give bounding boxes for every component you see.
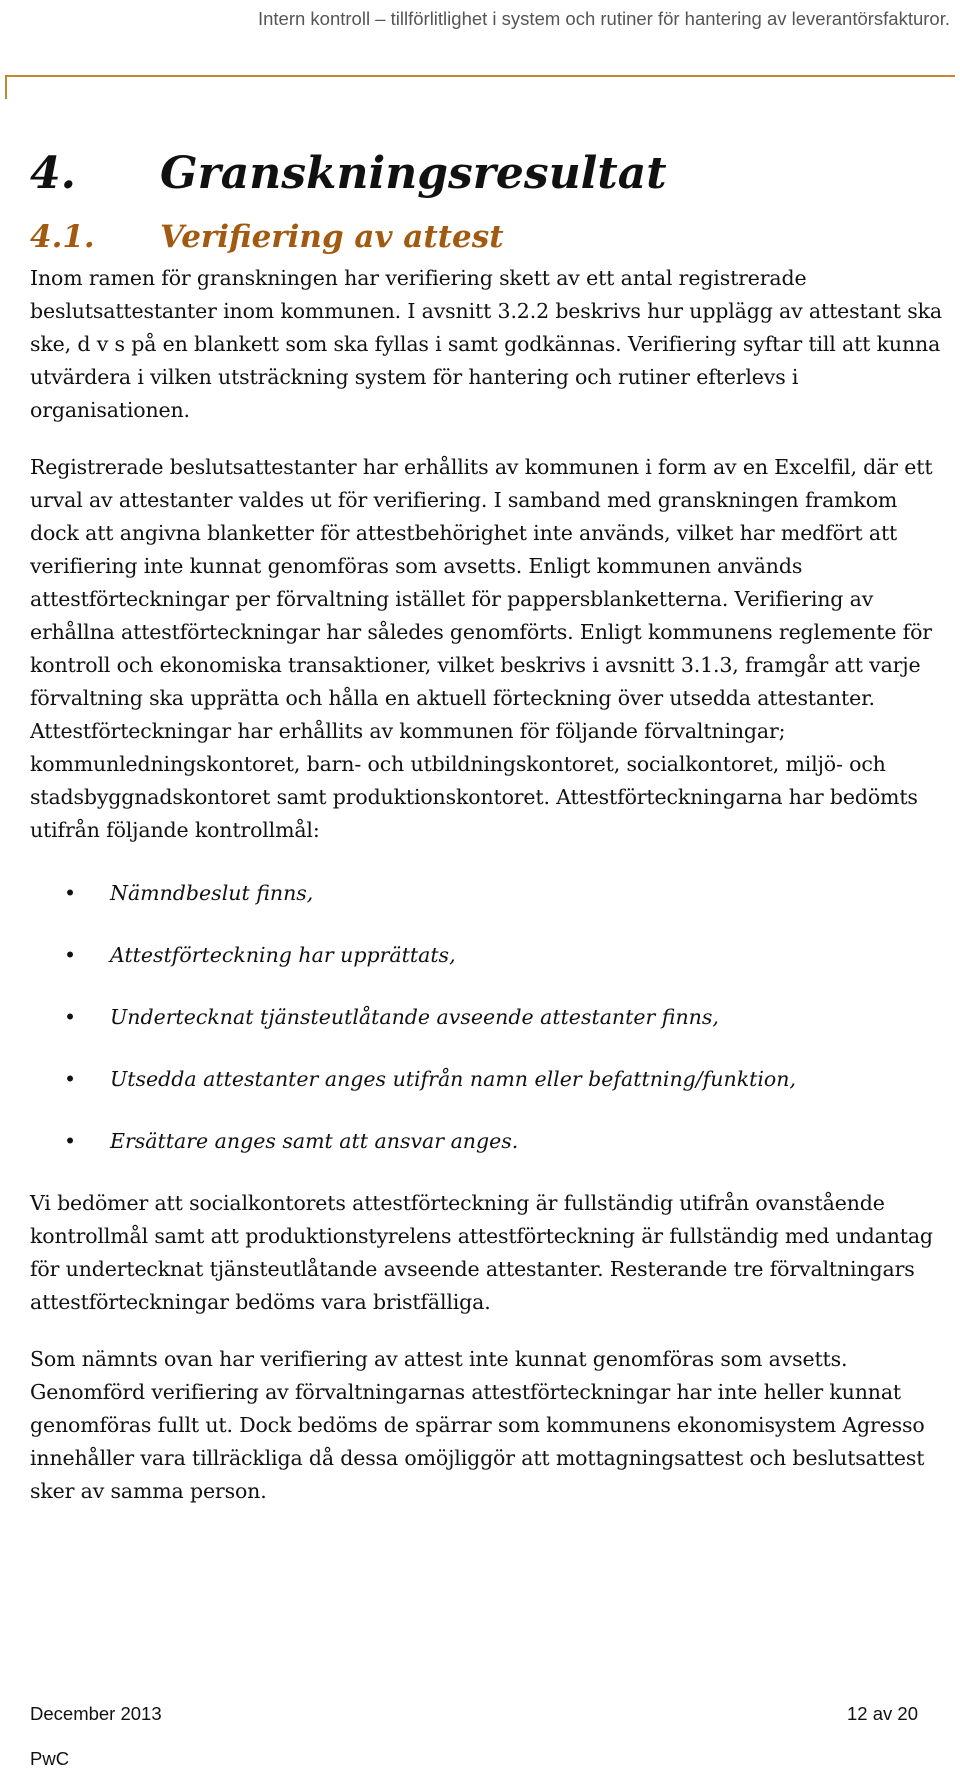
footer-page-number: 12 av 20 (847, 1703, 918, 1724)
control-objectives-list (30, 877, 945, 1158)
paragraph-assessment: Vi bedömer att socialkontorets attestförteckning är fullständig utifrån ovanstående kontrollmål samt att produktionstyrelens attestförteckning är fullständig med undantag för undertecknat tjänsteutlåtande avseende attestanter. Resterande tre förvaltningars attestförteckningar bedöms vara bristfälliga. (30, 1190, 933, 1314)
bullet-icon: • (64, 1004, 77, 1029)
bullet-icon: • (64, 880, 77, 905)
list-item (30, 877, 945, 910)
list-item (30, 939, 945, 972)
subsection-number: 4.1. (30, 218, 95, 255)
section-heading (30, 148, 945, 201)
header-rule-tick (5, 75, 7, 99)
subsection-title: Verifiering av attest (160, 218, 504, 255)
bullet-icon: • (64, 1128, 77, 1153)
section-number: 4. (30, 148, 76, 199)
paragraph-registered-attestants: Registrerade beslutsattestanter har erhållits av kommunen i form av en Excelfil, där ett urval av attestanter valdes ut för verifiering. I samband med granskningen framkom dock att angivna blanketter för attestbehörighet inte används, vilket har medfört att verifiering inte kunnat genomföras som avsetts. Enligt kommunen används attestförteckningar per förvaltning istället för pappersblanketterna. Verifiering av erhållna attestförteckningar har således genomförts. Enligt kommunens reglemente för kontroll och ekonomiska transaktioner, vilket beskrivs i avsnitt 3.1.3, framgår att varje förvaltning ska upprätta och hålla en aktuell förteckning över utsedda attestanter. Attestförteckningar har erhållits av kommunen för följande förvaltningar; kommunledningskontoret, barn- och utbildningskontoret, socialkontoret, miljö- och stadsbyggnadskontoret samt produktionskontoret. Attestförteckningarna har bedömts utifrån följande kontrollmål: (30, 454, 933, 842)
bullet-icon: • (64, 1066, 77, 1091)
section-title: Granskningsresultat (160, 148, 667, 199)
list-item-text: Undertecknat tjänsteutlåtande avseende attestanter finns, (110, 1004, 719, 1029)
subsection-heading (30, 219, 945, 256)
paragraph-conclusion: Som nämnts ovan har verifiering av attest inte kunnat genomföras som avsetts. Genomförd verifiering av förvaltningarnas attestförteckningar har inte heller kunnat genomföras fullt ut. Dock bedöms de spärrar som kommunens ekonomisystem Agresso innehåller vara tillräckliga då dessa omöjliggör att mottagningsattest och beslutsattest sker av samma person. (30, 1346, 925, 1503)
list-item (30, 1125, 945, 1158)
footer-date: December 2013 (30, 1703, 162, 1724)
header-rule (5, 75, 955, 77)
running-header: Intern kontroll – tillförlitlighet i system och rutiner för hantering av leverantörsfakturor. (257, 8, 950, 29)
list-item-text: Attestförteckning har upprättats, (110, 942, 456, 967)
list-item (30, 1001, 945, 1034)
list-item-text: Utsedda attestanter anges utifrån namn eller befattning/funktion, (110, 1066, 796, 1091)
list-item (30, 1063, 945, 1096)
list-item-text: Ersättare anges samt att ansvar anges. (110, 1128, 519, 1153)
footer-company: PwC (30, 1748, 70, 1769)
list-item-text: Nämndbeslut finns, (110, 880, 314, 905)
bullet-icon: • (64, 942, 77, 967)
page-content (30, 148, 945, 1532)
paragraph-intro: Inom ramen för granskningen har verifiering skett av ett antal registrerade beslutsattestanter inom kommunen. I avsnitt 3.2.2 beskrivs hur upplägg av attestant ska ske, d v s på en blankett som ska fyllas i samt godkännas. Verifiering syftar till att kunna utvärdera i vilken utsträckning system för hantering och rutiner efterlevs i organisationen. (30, 265, 942, 422)
